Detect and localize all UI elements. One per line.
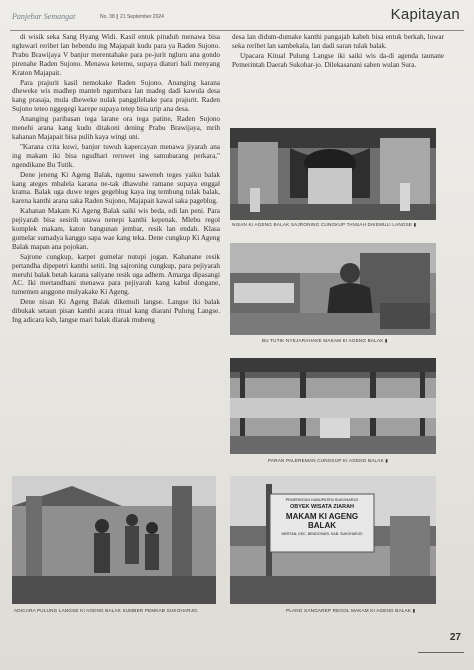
- section-title: Kapitayan: [390, 6, 460, 23]
- sign-line: OBYEK WISATA ZIARAH: [289, 504, 355, 510]
- paragraph: Dene nisan Ki Ageng Balak dikemuli langse. Langse iki balak dibukak setaun pisan kanthi acara ritual kang diarani Pulung Langse. Ing adicara ksb, langse mari balak diarak mubeng: [12, 298, 220, 325]
- article-right-column: [232, 33, 444, 109]
- header-rule: [10, 30, 464, 31]
- photo-caption: NISAN KI AGENG BALAK SAJRONING CUNGKUP TANSAH DIKEMULI LANGSE ▮: [232, 222, 417, 227]
- photo-caption: PLANG SANGAREP REGOL MAKAM KI AGENG BALAK ▮: [286, 608, 416, 613]
- photo-tomb: [230, 128, 436, 220]
- photo-pavilion: [230, 358, 436, 454]
- page-number: 27: [449, 632, 461, 643]
- paragraph: Dene jeneng Ki Ageng Balak, ngemu saweneh teges yaiku balak kang ateges mbalela karana ne-tak dhawuhe ramane supaya enggal krama. Balak uga duwe teges gegeblug kaya ing tembung tulak balak, karena kanthi arana saka Raden Sujono, Majapait kawal saka pageblug.: [12, 170, 220, 206]
- paragraph: Upacara Kitual Pulung Langse iki saiki wis da-di agenda taunane Pemerintah Daerah Sukohar-jo. Dilekasanani saben wulan Sura.: [232, 51, 444, 69]
- paragraph: "Karana crita kuwi, banjur tuwuh kapercayan menawa jiyarah ana ing makam iki bisa ngudhari reruwet ing samubarang perkara," ngendikane Bu Tutik.: [12, 142, 220, 169]
- paragraph: Ananging paribasan tega larane ora tega patine, Raden Sujono menehi arana kang kudu ditakoni dening Prabu Brawijaya, mrih kahanan Majapait bisa pulih kaya wingi uni.: [12, 115, 220, 141]
- sign-board-text: [272, 498, 372, 536]
- paragraph: Sajrone cungkup, karpet gumelar nutupi jogan. Kahanane resik pertandha dipepetri kanthi setiti. Ing sajroning cungkup, para pejiyarah meruhi balak betah karana saliyane resik uga adhem. Amarga dipasangi AC. Iki mertandhani menawa para pejiyarah kang kabul dongane, tumemen anggone mulyakake Ki Ageng.: [12, 252, 220, 297]
- photo-caption: ADICARA PULUNG LANGSE KI AGENG BALAK SUMBER PEMKAB SUKOHARJO.: [14, 608, 199, 613]
- sign-line: MERTAN, KEC. BENDOSARI, KAB. SUKOHARJO: [281, 532, 363, 536]
- article-left-column: [12, 33, 220, 473]
- footer-rule: [418, 652, 464, 653]
- masthead: Panjebar Semangat: [12, 12, 76, 21]
- photo-sign: [230, 476, 436, 604]
- issue-info: No. 38 ∥ 21 September 2024: [100, 14, 164, 20]
- photo-procession: [12, 476, 216, 604]
- paragraph: desa lan didum-dumake kanthi pangajab kabeh bisa entuk berkah, luwar seka reribet lan sambekala, lan dadi saran tulak balak.: [232, 33, 444, 50]
- paragraph: Kahanan Makam Ki Ageng Balak saiki wis beda, edi lan peni. Para pejiyarah bisa sesirih utawa nenepi kanthi kepenak. Mlebu regol komplek makam, katon bangunan jembar, resik lan endah. Klasa gumelar sumadya kanggo sapa wae kang teka. Dene cungkup Ki Ageng Balak mapan ana pojokan.: [12, 207, 220, 251]
- photo-caption: BU TUTIK NYEJARAHAKE MAKAM KI AGENG BALAK ▮: [262, 338, 388, 343]
- paragraph: di wisik seka Sang Hyang Widi. Kasil entuk pituduh menawa bisa ngluwari reribet lan bebendu ing Majapait kudu para ya Raden Sujono. Prabu Brawijaya V banjur merentahake para pe-jurit ngluru ana gondo pirenahe Raden Sujono. Menawa ketemu, supaya diaturi bali menyang Kraton Majapait.: [12, 33, 220, 77]
- paragraph: Para prajurit kasil nemokake Raden Sujono. Ananging karana dheweke wis madhep manteb ngumbara lan madeg dadi kawula desa kang prasaja, mula dheweke nulak panggilehake para prajurit. Raden Sujono teteo nggegegi karepe supaya tetep bisa urip ana desa.: [12, 78, 220, 114]
- sign-line: MAKAM KI AGENG BALAK: [285, 512, 359, 530]
- sign-line: PEMERINTAH KABUPATEN SUKOHARJO: [285, 498, 359, 502]
- page-header: [10, 4, 464, 30]
- photo-caretaker: [230, 243, 436, 335]
- photo-caption: PARAN PALEREMAN CUNGKUP KI AGENG BALAK ▮: [268, 458, 389, 463]
